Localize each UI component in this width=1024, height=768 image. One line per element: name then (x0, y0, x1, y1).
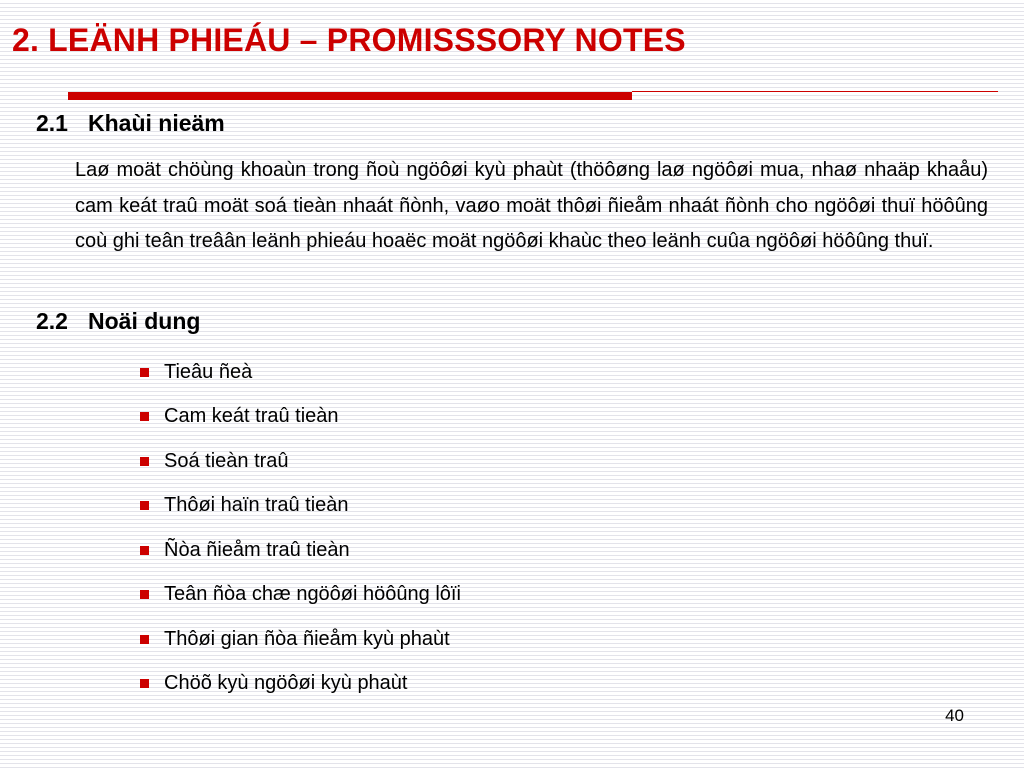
list-item-text: Thôøi haïn traû tieàn (164, 494, 349, 517)
list-item (140, 662, 461, 707)
title-underline-thick (68, 92, 632, 100)
list-item (140, 617, 461, 662)
content-bullet-list (140, 350, 461, 706)
section-number: 2.2 (36, 308, 68, 334)
list-item-text: Teân ñòa chæ ngöôøi höôûng lôïi (164, 583, 461, 606)
section-title: Khaùi nieäm (88, 110, 225, 136)
square-bullet-icon (140, 635, 149, 644)
section-heading-content (36, 306, 200, 336)
list-item-text: Ñòa ñieåm traû tieàn (164, 538, 350, 561)
list-item-text: Cam keát traû tieàn (164, 405, 339, 428)
list-item (140, 350, 461, 395)
section-title: Noäi dung (88, 308, 201, 334)
title-underline-thin (632, 91, 998, 92)
list-item (140, 484, 461, 529)
list-item-text: Thôøi gian ñòa ñieåm kyù phaùt (164, 627, 450, 650)
page-number: 40 (945, 706, 964, 725)
list-item (140, 528, 461, 573)
list-item-text: Soá tieàn traû (164, 449, 289, 472)
list-item (140, 395, 461, 440)
definition-paragraph: Laø moät chöùng khoaùn trong ñoù ngöôøi kyù phaùt (thöôøng laø ngöôøi mua, nhaø nhaäp khaåu) cam keát traû moät soá tieàn nhaát ñònh, vaøo moät thôøi ñieåm nhaát ñònh cho ngöôøi thuï höôûng coù ghi teân treâân leänh phieáu hoaëc moät ngöôøi khaùc theo leänh cuûa ngöôøi höôûng thuï. (75, 159, 988, 252)
section-number: 2.1 (36, 110, 68, 136)
square-bullet-icon (140, 412, 149, 421)
square-bullet-icon (140, 546, 149, 555)
list-item (140, 439, 461, 484)
section-heading-definition (36, 108, 225, 138)
square-bullet-icon (140, 457, 149, 466)
square-bullet-icon (140, 368, 149, 377)
slide-title: 2. LEÄNH PHIEÁU – PROMISSSORY NOTES (12, 22, 686, 58)
square-bullet-icon (140, 501, 149, 510)
square-bullet-icon (140, 679, 149, 688)
list-item-text: Tieâu ñeà (164, 360, 253, 383)
list-item-text: Chöõ kyù ngöôøi kyù phaùt (164, 672, 408, 695)
square-bullet-icon (140, 590, 149, 599)
list-item (140, 573, 461, 618)
